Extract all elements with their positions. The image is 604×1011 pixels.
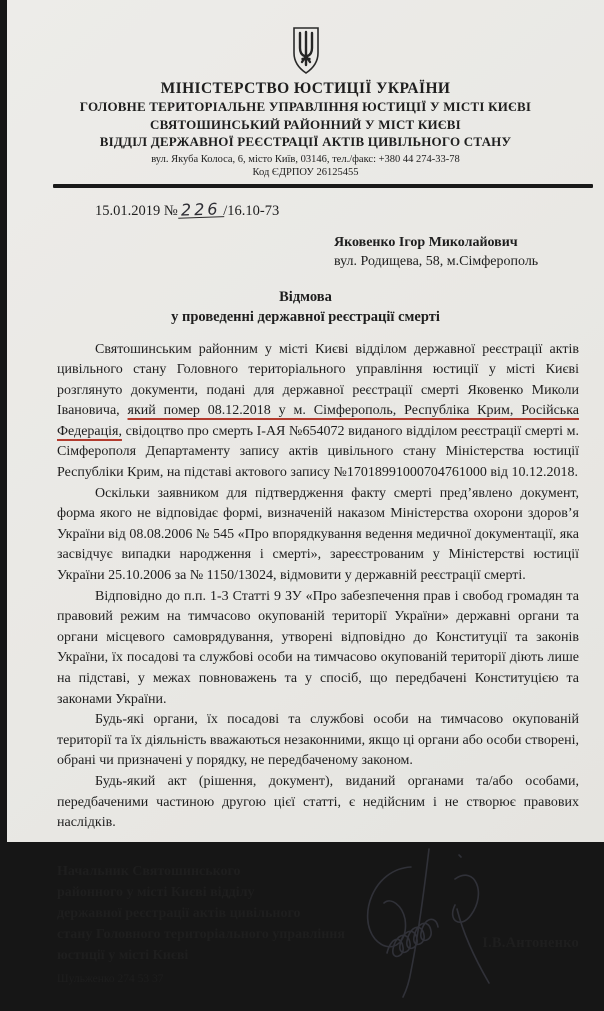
signer-position-line2: районного у місті Києві відділу	[57, 884, 255, 900]
document-title	[7, 287, 604, 327]
document-title-line1: Відмова	[279, 288, 332, 305]
recipient-block	[334, 233, 604, 272]
paragraph-3: Відповідно до п.п. 1-3 Статті 9 ЗУ «Про забезпечення прав і свобод громадян та правовий режим на тимчасово окупованій території України» державні органи та органи місцевого самоврядування, утворені відповідно до Конституції та законів України, їх посадові та службові особи на тимчасово окупованій території діють лише на підставі, у межах повноважень та у спосіб, що передбачені Конституцією та законами України.	[57, 588, 579, 707]
red-underlined-phrase: який помер 08.12.2018 у м. Сімферополь, Республіка Крим, Російська Федерація,	[57, 403, 579, 439]
ministry-title: МІНІСТЕРСТВО ЮСТИЦІЇ УКРАЇНИ	[160, 80, 451, 97]
signer-position-line1: Начальник Святошинського	[57, 863, 241, 879]
paragraph-5: Будь-який акт (рішення, документ), виданий органами та/або особами, передбаченими частиною другою цієї статті, є недійсним і не створює правових наслідків.	[57, 773, 579, 831]
signature-block	[57, 861, 579, 1011]
district-line: СВЯТОШИНСЬКИЙ РАЙОННИЙ У МІСТ КИЄВІ	[150, 116, 461, 132]
document-title-line2: у проведенні державної реєстрації смерті	[171, 308, 440, 325]
letterhead-divider	[53, 184, 593, 188]
signer-position	[57, 861, 579, 990]
signer-position-line4: стану Головного територіального управління	[57, 926, 345, 942]
main-directorate-line: ГОЛОВНЕ ТЕРИТОРІАЛЬНЕ УПРАВЛІННЯ ЮСТИЦІЇ У МІСТІ КИЄВІ	[79, 99, 532, 114]
reference-number-suffix: /16.10-73	[223, 202, 280, 219]
signer-name: І.В.Антоненко	[482, 934, 579, 951]
reference-date: 15.01.2019	[95, 202, 161, 219]
paragraph-2: Оскільки заявником для підтвердження факту смерті пред’явлено документ, форма якого не відповідає формі, визначеній наказом Міністерства охорони здоров’я України від 08.08.2006 № 545 «Про впорядкування ведення медичної документації, яка засвідчує випадки народження і смерті», зареєстрованим у Міністерстві юстиції України 25.10.2006 за № 1150/13024, відмовити у державній реєстрації смерті.	[57, 485, 579, 584]
number-sign: №	[163, 202, 178, 219]
edrpou-code: Код ЄДРПОУ 26125455	[252, 166, 359, 178]
recipient-address: вул. Родищева, 58, м.Сімферополь	[334, 254, 539, 269]
handwritten-outgoing-number: 226	[177, 202, 223, 219]
paragraph-1-start: Святошинським районним у місті Києві відділом державної реєстрації актів цивільного стану Головного територіального управління юстиції у місті Києві розглянуто документи, подані для державної реєстрації смерті Яковенко Миколи Івановича,	[57, 341, 579, 419]
signer-position-line5: юстиції у місті Києві	[57, 947, 189, 963]
reference-line	[95, 198, 604, 220]
executor-contact: Шульженко 274 53 37	[57, 972, 164, 985]
paragraph-4: Будь-які органи, їх посадові та службові особи на тимчасово окупованій території та їх діяльність вважаються незаконними, якщо ці органи або особи створені, обрані чи призначені у порядку, не передбаченому законом.	[57, 712, 579, 769]
signer-position-line3: державної реєстрації актів цивільного	[57, 905, 301, 921]
letterhead-address: вул. Якуба Колоса, 6, місто Київ, 03146, тел./факс: +380 44 274-33-78	[151, 153, 460, 165]
recipient-name: Яковенко Ігор Миколайович	[334, 234, 518, 250]
paragraph-1-end: свідоцтво про смерть І-АЯ №654072 виданого відділом реєстрації смерті м. Сімферополя Департаменту запису актів цивільного стану Міністерства юстиції Республіки Крим, на підставі актового запису №17018991000704761000 від 10.12.2018.	[57, 423, 579, 481]
department-line: ВІДДІЛ ДЕРЖАВНОЇ РЕЄСТРАЦІЇ АКТІВ ЦИВІЛЬНОГО СТАНУ	[99, 134, 512, 149]
paragraph-1	[57, 340, 579, 484]
letterhead	[7, 0, 604, 179]
tryzub-coat-of-arms-icon	[291, 26, 321, 76]
document-body	[57, 340, 579, 834]
document-page	[7, 0, 604, 985]
